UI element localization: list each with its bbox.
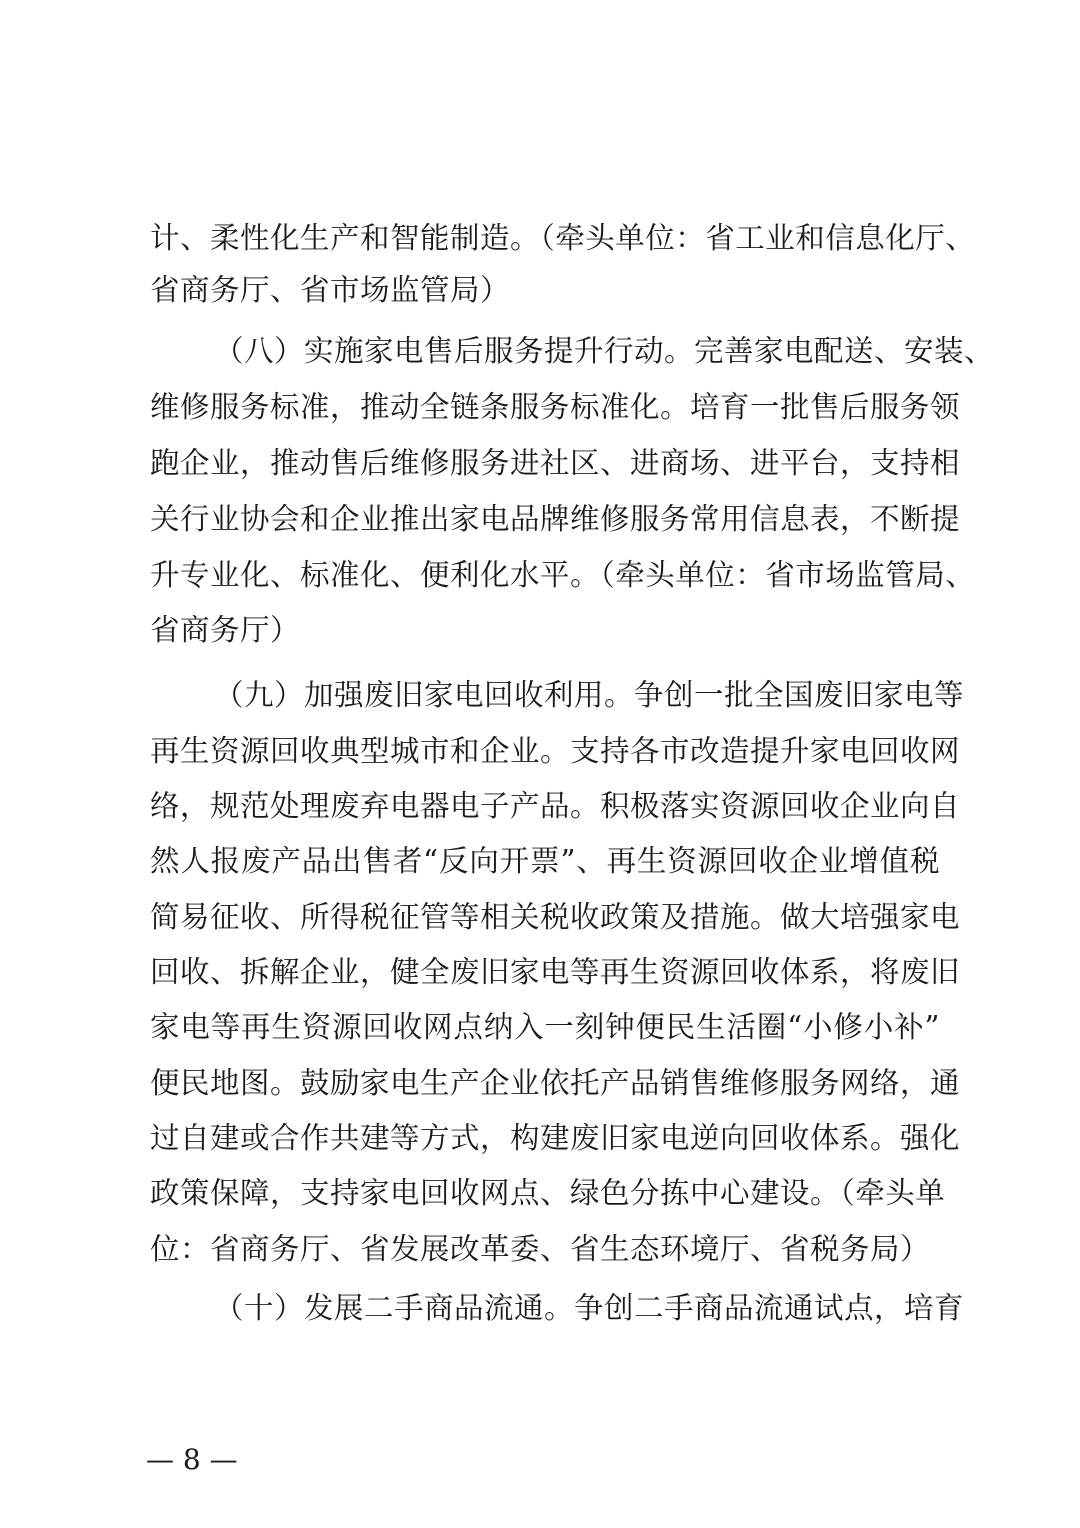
page-number: — 8 —	[146, 1443, 238, 1476]
text-line-5: 跑企业，推动售后维修服务进社区、进商场、进平台，支持相	[150, 446, 961, 480]
text-line-18: 政策保障，支持家电回收网点、绿色分拣中心建设。（牵头单	[150, 1176, 946, 1210]
text-line-15: 家电等再生资源回收网点纳入一刻钟便民生活圈“小修小补”	[150, 1010, 940, 1044]
text-line-12: 然人报废产品出售者“反向开票”、再生资源回收企业增值税	[150, 844, 940, 878]
text-line-1: 计、柔性化生产和智能制造。（牵头单位：省工业和信息化厅、	[150, 221, 976, 255]
text-line-16: 便民地图。鼓励家电生产企业依托产品销售维修服务网络，通	[150, 1066, 961, 1100]
text-line-13: 简易征收、所得税征管等相关税收政策及措施。做大培强家电	[150, 900, 961, 934]
text-line-4: 维修服务标准，推动全链条服务标准化。培育一批售后服务领	[150, 390, 961, 424]
text-line-19: 位：省商务厅、省发展改革委、省生态环境厅、省税务局）	[150, 1232, 931, 1266]
text-line-10: 再生资源回收典型城市和企业。支持各市改造提升家电回收网	[150, 734, 961, 768]
text-line-6: 关行业协会和企业推出家电品牌维修服务常用信息表，不断提	[150, 502, 961, 536]
text-line-11: 络，规范处理废弃电器电子产品。积极落实资源回收企业向自	[150, 789, 961, 823]
text-line-8: 省商务厅）	[150, 613, 301, 647]
text-line-14: 回收、拆解企业，健全废旧家电等再生资源回收体系，将废旧	[150, 955, 961, 989]
text-line-2: 省商务厅、省市场监管局）	[150, 273, 511, 307]
text-line-17: 过自建或合作共建等方式，构建废旧家电逆向回收体系。强化	[150, 1121, 961, 1155]
text-line-20: （十）发展二手商品流通。争创二手商品流通试点，培育	[214, 1291, 965, 1325]
text-line-9: （九）加强废旧家电回收利用。争创一批全国废旧家电等	[214, 678, 965, 712]
text-line-3: （八）实施家电售后服务提升行动。完善家电配送、安装、	[214, 334, 995, 368]
text-line-7: 升专业化、标准化、便利化水平。（牵头单位：省市场监管局、	[150, 558, 976, 592]
